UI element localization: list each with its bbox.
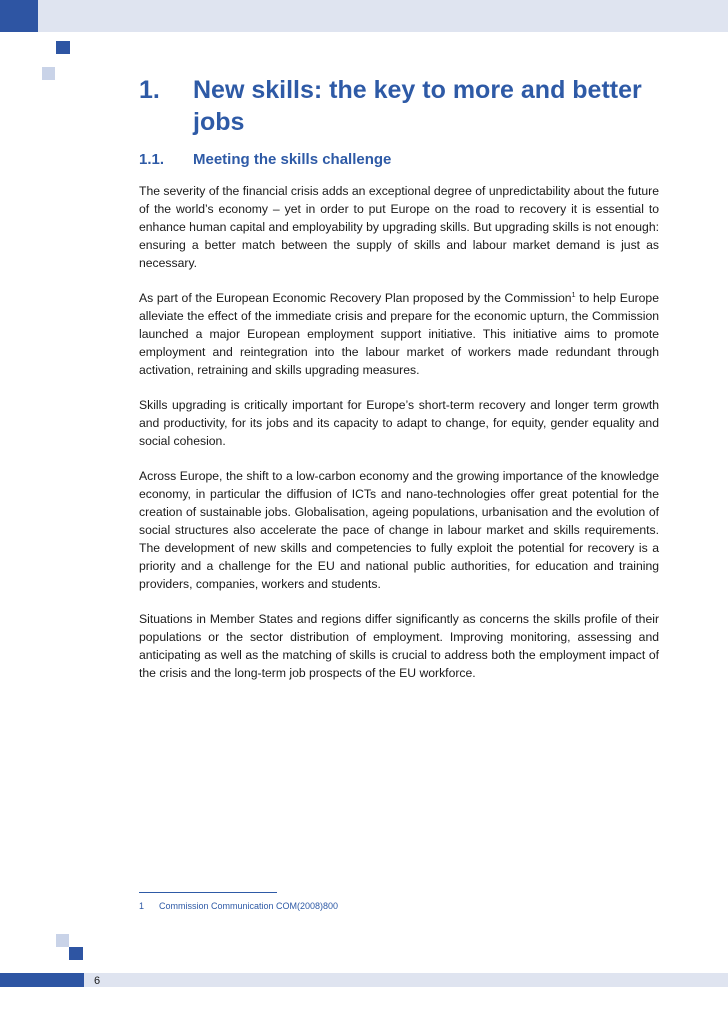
top-band-dark-block [0,0,38,32]
section-title: Meeting the skills challenge [193,151,392,168]
chapter-title: New skills: the key to more and better jobs [193,76,642,136]
decor-square-dark [56,41,70,54]
top-decorative-band [0,0,728,32]
paragraph: The severity of the financial crisis adds an exceptional degree of unpredictability about the future of the world’s economy – yet in order to put Europe on the road to recovery it is essential to enhance human capital and employability by upgrading skills. But upgrading skills is not enough: ensuring a better match between the supply of skills and labour market demand is just as necessary. [139,184,659,270]
section-number: 1.1. [139,151,165,168]
paragraph-text: As part of the European Economic Recovery Plan proposed by the Commission [139,291,572,305]
paragraph: Across Europe, the shift to a low-carbon economy and the growing importance of the knowledge economy, in particular the diffusion of ICTs and nano-technologies offer great potential for the creation of sustainable jobs. Globalisation, ageing populations, urbanisation and the evolution of social structures also accelerate the pace of change in labour market and skills requirements. The development of new skills and competencies to fully exploit the potential for recovery is a priority and a challenge for the EU and national public authorities, for education and training providers, companies, workers and students. [139,469,659,591]
body-text [139,182,659,682]
paragraph: Situations in Member States and regions differ significantly as concerns the skills profile of their populations or the sector distribution of employment. Improving monitoring, assessing and anticipating as well as the matching of skills is crucial to address both the employment impact of the crisis and the long-term job prospects of the EU workforce. [139,612,659,680]
section-heading [139,150,659,170]
footnote-divider [139,892,277,893]
main-content [139,74,659,699]
paragraph: Skills upgrading is critically important for Europe’s short-term recovery and longer term growth and productivity, for its jobs and its capacity to adapt to change, for equity, gender equality and social cohesion. [139,398,659,448]
decor-square-light [56,934,69,947]
footnote-text: Commission Communication COM(2008)800 [159,901,339,911]
paragraph [139,289,659,379]
decor-square-dark [69,947,83,960]
footnote-number: 1 [139,901,145,911]
bottom-decorative-band [0,973,728,987]
footnote-reference: 1 [571,291,576,299]
page-number: 6 [94,975,101,987]
paragraph-text: to help Europe alleviate the effect of the immediate crisis and prepare for the economic upturn, the Commission launched a major European employment support initiative. This initiative aims to promote employment and reintegration into the labour market of workers made redundant through activation, retraining and skills upgrading measures. [139,291,659,377]
chapter-number: 1. [139,76,160,104]
chapter-heading [139,74,659,138]
decor-square-light [42,67,55,80]
bottom-band-dark-block [0,973,84,987]
footnote [139,901,338,911]
